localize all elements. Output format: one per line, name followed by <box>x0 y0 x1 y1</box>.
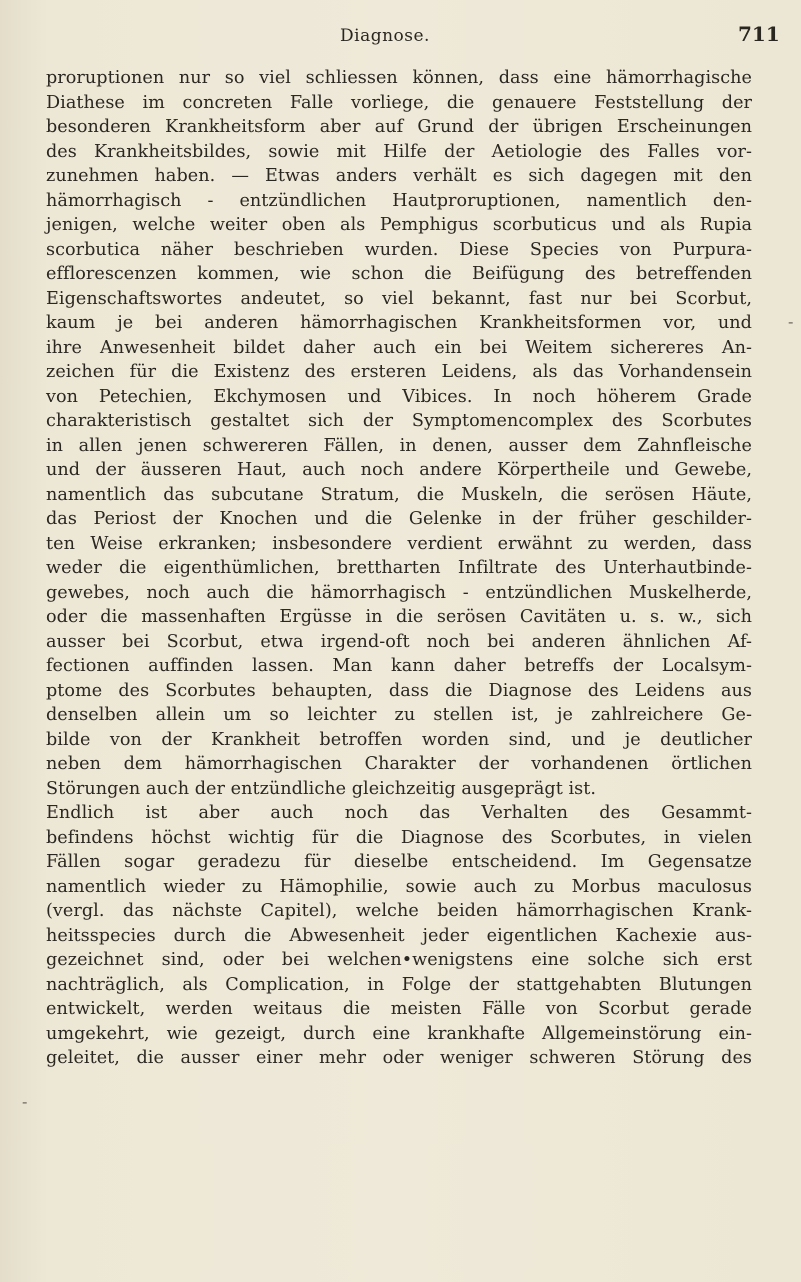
text-line: befindens höchst wichtig für die Diagnose des Scorbutes, in vielen <box>46 827 752 848</box>
running-title: Diagnose. <box>340 26 430 46</box>
body-text <box>46 66 752 1071</box>
text-line: neben dem hämorrhagischen Charakter der vorhandenen örtlichen <box>46 754 752 774</box>
text-line: gewebes, noch auch die hämorrhagisch - entzündlichen Muskelherde, <box>46 582 752 603</box>
text-line: ausser bei Scorbut, etwa irgend-oft noch bei anderen ähnlichen Af- <box>46 631 752 652</box>
text-line: und der äusseren Haut, auch noch andere Körpertheile und Gewebe, <box>46 460 752 480</box>
text-line: zunehmen haben. — Etwas anders verhält es sich dagegen mit den <box>46 166 752 186</box>
text-line: weder die eigenthümlichen, brettharten Infiltrate des Unterhautbinde- <box>46 558 752 578</box>
text-line: denselben allein um so leichter zu stellen ist, je zahlreichere Ge- <box>46 705 752 725</box>
text-line: kaum je bei anderen hämorrhagischen Krankheitsformen vor, und <box>46 313 752 333</box>
text-line: von Petechien, Ekchymosen und Vibices. In noch höherem Grade <box>46 386 752 407</box>
text-line: nachträglich, als Complication, in Folge der stattgehabten Blutungen <box>46 974 752 995</box>
running-head <box>0 18 801 52</box>
text-line: proruptionen nur so viel schliessen können, dass eine hämorrhagische <box>46 68 752 88</box>
text-line: efflorescenzen kommen, wie schon die Beifügung des betreffenden <box>46 264 752 284</box>
text-line: ptome des Scorbutes behaupten, dass die Diagnose des Leidens aus <box>46 680 752 701</box>
text-line: umgekehrt, wie gezeigt, durch eine krankhafte Allgemeinstörung ein- <box>46 1023 752 1044</box>
text-line: ihre Anwesenheit bildet daher auch ein bei Weitem sichereres An- <box>46 337 752 358</box>
text-line: ten Weise erkranken; insbesondere verdient erwähnt zu werden, dass <box>46 533 752 554</box>
text-line: namentlich das subcutane Stratum, die Muskeln, die serösen Häute, <box>46 484 752 505</box>
margin-mark: - <box>788 312 794 331</box>
text-line: charakteristisch gestaltet sich der Symptomencomplex des Scorbutes <box>46 411 752 431</box>
text-line: Endlich ist aber auch noch das Verhalten des Gesammt- <box>46 803 752 823</box>
text-line: des Krankheitsbildes, sowie mit Hilfe der Aetiologie des Falles vor- <box>46 141 752 162</box>
text-line: oder die massenhaften Ergüsse in die serösen Cavitäten u. s. w., sich <box>46 607 752 627</box>
text-line: fectionen auffinden lassen. Man kann daher betreffs der Localsym- <box>46 656 752 676</box>
text-line: zeichen für die Existenz des ersteren Leidens, als das Vorhandensein <box>46 362 752 382</box>
page-number: 711 <box>738 22 780 46</box>
text-line: scorbutica näher beschrieben wurden. Diese Species von Purpura- <box>46 239 752 260</box>
margin-mark: - <box>22 1092 28 1111</box>
text-line: heitsspecies durch die Abwesenheit jeder eigentlichen Kachexie aus- <box>46 925 752 946</box>
text-line: Eigenschaftswortes andeutet, so viel bekannt, fast nur bei Scorbut, <box>46 288 752 309</box>
text-line: gezeichnet sind, oder bei welchen•wenigstens eine solche sich erst <box>46 950 752 970</box>
text-line: jenigen, welche weiter oben als Pemphigus scorbuticus und als Rupia <box>46 215 752 235</box>
text-line: besonderen Krankheitsform aber auf Grund der übrigen Erscheinungen <box>46 117 752 137</box>
text-line: geleitet, die ausser einer mehr oder weniger schweren Störung des <box>46 1048 752 1068</box>
text-line: (vergl. das nächste Capitel), welche beiden hämorrhagischen Krank- <box>46 901 752 921</box>
text-line: bilde von der Krankheit betroffen worden sind, und je deutlicher <box>46 729 752 750</box>
text-line: Diathese im concreten Falle vorliege, die genauere Feststellung der <box>46 92 752 113</box>
text-line: das Periost der Knochen und die Gelenke in der früher geschilder- <box>46 509 752 529</box>
text-line: entwickelt, werden weitaus die meisten Fälle von Scorbut gerade <box>46 999 752 1019</box>
text-line: in allen jenen schwereren Fällen, in denen, ausser dem Zahnfleische <box>46 435 752 456</box>
text-line: hämorrhagisch - entzündlichen Hautproruptionen, namentlich den- <box>46 190 752 211</box>
text-line: Fällen sogar geradezu für dieselbe entscheidend. Im Gegensatze <box>46 852 752 872</box>
text-line: namentlich wieder zu Hämophilie, sowie auch zu Morbus maculosus <box>46 876 752 897</box>
text-line: Störungen auch der entzündliche gleichzeitig ausgeprägt ist. <box>46 778 597 799</box>
